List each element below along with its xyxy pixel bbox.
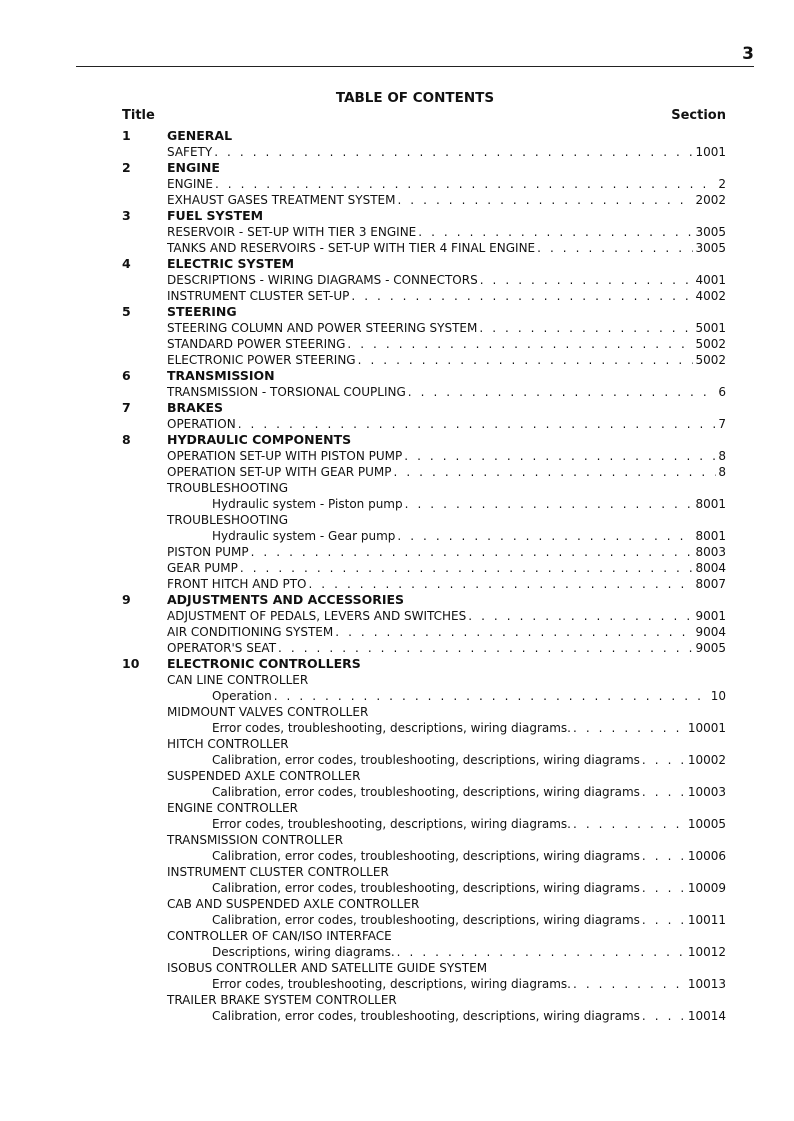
entry-section-number: 10001 [687, 721, 726, 735]
dot-leader [347, 336, 693, 352]
toc-entry[interactable] [0, 384, 794, 400]
entry-line [167, 416, 726, 432]
toc-subheading [0, 800, 794, 816]
entry-label: Calibration, error codes, troubleshooting, descriptions, wiring diagrams [212, 849, 640, 863]
entry-line [212, 496, 726, 512]
entry-line [167, 224, 726, 240]
chapter-name: BRAKES [167, 400, 224, 415]
toc-entry[interactable] [0, 288, 794, 304]
toc-subentry[interactable] [0, 496, 794, 512]
entry-line [167, 448, 726, 464]
entry-line [167, 608, 726, 624]
chapter-number: 10 [122, 656, 140, 671]
entry-label: OPERATOR'S SEAT [167, 641, 277, 655]
entry-label: DESCRIPTIONS - WIRING DIAGRAMS - CONNECTORS [167, 273, 478, 287]
dot-leader [308, 576, 693, 592]
entry-label: SAFETY [167, 145, 213, 159]
entry-line [167, 240, 726, 256]
entry-line [212, 976, 726, 992]
entry-section-number: 8001 [695, 529, 726, 543]
entry-section-number: 10011 [687, 913, 726, 927]
entry-label: OPERATION SET-UP WITH GEAR PUMP [167, 465, 392, 479]
toc-entry[interactable] [0, 448, 794, 464]
entry-label: STEERING COLUMN AND POWER STEERING SYSTEM [167, 321, 478, 335]
entry-label: Error codes, troubleshooting, descriptions, wiring diagrams. [212, 817, 571, 831]
column-header-section: Section [671, 108, 726, 123]
subheading-label: TRAILER BRAKE SYSTEM CONTROLLER [167, 993, 397, 1007]
entry-line [212, 528, 726, 544]
entry-line [212, 944, 726, 960]
dot-leader [335, 624, 693, 640]
entry-line [167, 176, 726, 192]
chapter-name: TRANSMISSION [167, 368, 275, 383]
dot-leader [397, 528, 693, 544]
toc-subheading [0, 768, 794, 784]
toc-entry[interactable] [0, 608, 794, 624]
entry-section-number: 8004 [695, 561, 726, 575]
entry-line [167, 640, 726, 656]
toc-chapter [0, 256, 794, 272]
dot-leader [405, 496, 694, 512]
entry-line [167, 192, 726, 208]
subheading-label: HITCH CONTROLLER [167, 737, 289, 751]
dot-leader [573, 976, 686, 992]
chapter-name: GENERAL [167, 128, 233, 143]
column-header-title: Title [122, 108, 155, 123]
toc-chapter [0, 128, 794, 144]
chapter-name: ELECTRIC SYSTEM [167, 256, 295, 271]
subheading-label: SUSPENDED AXLE CONTROLLER [167, 769, 361, 783]
entry-line [212, 688, 726, 704]
entry-section-number: 3005 [695, 241, 726, 255]
toc-entry[interactable] [0, 192, 794, 208]
chapter-number: 1 [122, 128, 131, 143]
entry-section-number: 8001 [695, 497, 726, 511]
chapter-name: ELECTRONIC CONTROLLERS [167, 656, 361, 671]
toc-entry[interactable] [0, 544, 794, 560]
toc-subentry[interactable] [0, 752, 794, 768]
entry-section-number: 7 [718, 417, 726, 431]
chapter-number: 4 [122, 256, 131, 271]
entry-line [212, 848, 726, 864]
subheading-label: INSTRUMENT CLUSTER CONTROLLER [167, 865, 389, 879]
entry-line [167, 624, 726, 640]
entry-section-number: 10012 [687, 945, 726, 959]
chapter-name: STEERING [167, 304, 237, 319]
chapter-name: HYDRAULIC COMPONENTS [167, 432, 352, 447]
toc-subentry[interactable] [0, 688, 794, 704]
toc-subentry[interactable] [0, 848, 794, 864]
dot-leader [358, 352, 694, 368]
dot-leader [394, 464, 717, 480]
entry-label: Error codes, troubleshooting, descriptions, wiring diagrams. [212, 977, 571, 991]
entry-section-number: 4002 [695, 289, 726, 303]
toc-subentry[interactable] [0, 784, 794, 800]
toc-subentry[interactable] [0, 912, 794, 928]
entry-label: Calibration, error codes, troubleshooting, descriptions, wiring diagrams [212, 1009, 640, 1023]
entry-label: Calibration, error codes, troubleshooting, descriptions, wiring diagrams [212, 753, 640, 767]
chapter-name: ADJUSTMENTS AND ACCESSORIES [167, 592, 405, 607]
toc-entry[interactable] [0, 352, 794, 368]
entry-label: TRANSMISSION - TORSIONAL COUPLING [167, 385, 406, 399]
dot-leader [351, 288, 693, 304]
entry-label: OPERATION SET-UP WITH PISTON PUMP [167, 449, 403, 463]
toc-entry[interactable] [0, 176, 794, 192]
subheading-label: TROUBLESHOOTING [167, 513, 289, 527]
entry-section-number: 9001 [695, 609, 726, 623]
toc-subheading [0, 896, 794, 912]
toc-entry[interactable] [0, 224, 794, 240]
toc-subheading [0, 992, 794, 1008]
entry-line [212, 816, 726, 832]
entry-line [167, 272, 726, 288]
entry-label: Error codes, troubleshooting, descriptions, wiring diagrams. [212, 721, 571, 735]
entry-section-number: 10006 [687, 849, 726, 863]
entry-label: Descriptions, wiring diagrams. [212, 945, 395, 959]
entry-section-number: 10009 [687, 881, 726, 895]
toc-entry[interactable] [0, 240, 794, 256]
entry-label: Calibration, error codes, troubleshooting, descriptions, wiring diagrams [212, 785, 640, 799]
entry-section-number: 8003 [695, 545, 726, 559]
entry-label: ELECTRONIC POWER STEERING [167, 353, 356, 367]
entry-line [167, 576, 726, 592]
entry-line [167, 352, 726, 368]
subheading-label: CONTROLLER OF CAN/ISO INTERFACE [167, 929, 392, 943]
subheading-label: TRANSMISSION CONTROLLER [167, 833, 344, 847]
toc-subheading [0, 736, 794, 752]
toc-chapter [0, 160, 794, 176]
dot-leader [573, 720, 686, 736]
dot-leader [642, 880, 686, 896]
toc-chapter [0, 208, 794, 224]
toc-subentry[interactable] [0, 528, 794, 544]
toc-subheading [0, 832, 794, 848]
dot-leader [642, 752, 686, 768]
entry-section-number: 8 [718, 449, 726, 463]
toc-entry[interactable] [0, 560, 794, 576]
entry-label: EXHAUST GASES TREATMENT SYSTEM [167, 193, 396, 207]
chapter-number: 5 [122, 304, 131, 319]
subheading-label: CAB AND SUSPENDED AXLE CONTROLLER [167, 897, 420, 911]
entry-label: ADJUSTMENT OF PEDALS, LEVERS AND SWITCHES [167, 609, 467, 623]
toc-chapter [0, 400, 794, 416]
toc-subentry[interactable] [0, 880, 794, 896]
toc-subheading [0, 672, 794, 688]
dot-leader [251, 544, 694, 560]
toc-chapter [0, 656, 794, 672]
entry-section-number: 10005 [687, 817, 726, 831]
toc-entry[interactable] [0, 320, 794, 336]
entry-section-number: 5002 [695, 353, 726, 367]
entry-line [167, 464, 726, 480]
toc-subheading [0, 704, 794, 720]
dot-leader [404, 448, 716, 464]
dot-leader [215, 176, 716, 192]
entry-line [167, 544, 726, 560]
dot-leader [642, 912, 686, 928]
subheading-label: CAN LINE CONTROLLER [167, 673, 309, 687]
toc-subentry[interactable] [0, 944, 794, 960]
dot-leader [278, 640, 693, 656]
dot-leader [642, 848, 686, 864]
entry-label: Calibration, error codes, troubleshooting, descriptions, wiring diagrams [212, 881, 640, 895]
dot-leader [408, 384, 717, 400]
toc-subheading [0, 928, 794, 944]
header-rule [76, 66, 754, 67]
toc-chapter [0, 592, 794, 608]
toc-entry[interactable] [0, 624, 794, 640]
entry-line [212, 912, 726, 928]
dot-leader [642, 1008, 686, 1024]
entry-label: Operation [212, 689, 272, 703]
entry-line [167, 288, 726, 304]
entry-section-number: 9005 [695, 641, 726, 655]
dot-leader [537, 240, 693, 256]
chapter-number: 2 [122, 160, 131, 175]
toc-entry[interactable] [0, 272, 794, 288]
toc-subheading [0, 960, 794, 976]
entry-section-number: 1001 [695, 145, 726, 159]
dot-leader [480, 272, 694, 288]
entry-line [167, 336, 726, 352]
entry-label: STANDARD POWER STEERING [167, 337, 346, 351]
dot-leader [274, 688, 709, 704]
entry-label: Hydraulic system - Gear pump [212, 529, 396, 543]
dot-leader [397, 944, 686, 960]
entry-line [167, 384, 726, 400]
toc-entry[interactable] [0, 336, 794, 352]
entry-line [167, 560, 726, 576]
toc-subentry[interactable] [0, 1008, 794, 1024]
subheading-label: ENGINE CONTROLLER [167, 801, 298, 815]
toc-chapter [0, 432, 794, 448]
entry-line [212, 1008, 726, 1024]
toc-chapter [0, 368, 794, 384]
entry-section-number: 5002 [695, 337, 726, 351]
entry-line [167, 320, 726, 336]
entry-label: ENGINE [167, 177, 213, 191]
toc-chapter [0, 304, 794, 320]
subheading-label: ISOBUS CONTROLLER AND SATELLITE GUIDE SYSTEM [167, 961, 488, 975]
chapter-name: ENGINE [167, 160, 220, 175]
toc-entry[interactable] [0, 576, 794, 592]
entry-section-number: 10014 [687, 1009, 726, 1023]
toc-subentry[interactable] [0, 976, 794, 992]
entry-label: OPERATION [167, 417, 236, 431]
dot-leader [238, 416, 717, 432]
page-number: 3 [742, 44, 754, 64]
entry-label: Hydraulic system - Piston pump [212, 497, 403, 511]
entry-section-number: 10 [710, 689, 726, 703]
chapter-number: 7 [122, 400, 131, 415]
toc-entry[interactable] [0, 144, 794, 160]
entry-label: AIR CONDITIONING SYSTEM [167, 625, 334, 639]
toc-subheading [0, 512, 794, 528]
subheading-label: TROUBLESHOOTING [167, 481, 289, 495]
toc-subheading [0, 864, 794, 880]
entry-section-number: 8007 [695, 577, 726, 591]
entry-section-number: 4001 [695, 273, 726, 287]
toc-subentry[interactable] [0, 720, 794, 736]
entry-label: FRONT HITCH AND PTO [167, 577, 307, 591]
chapter-name: FUEL SYSTEM [167, 208, 264, 223]
entry-section-number: 3005 [695, 225, 726, 239]
entry-label: RESERVOIR - SET-UP WITH TIER 3 ENGINE [167, 225, 417, 239]
entry-section-number: 6 [718, 385, 726, 399]
dot-leader [479, 320, 693, 336]
chapter-number: 6 [122, 368, 131, 383]
page-title: TABLE OF CONTENTS [335, 90, 495, 106]
dot-leader [573, 816, 686, 832]
toc-entry[interactable] [0, 464, 794, 480]
entry-line [212, 880, 726, 896]
entry-line [212, 720, 726, 736]
subheading-label: MIDMOUNT VALVES CONTROLLER [167, 705, 369, 719]
dot-leader [418, 224, 693, 240]
entry-label: TANKS AND RESERVOIRS - SET-UP WITH TIER 4 FINAL ENGINE [167, 241, 536, 255]
dot-leader [397, 192, 693, 208]
entry-section-number: 2002 [695, 193, 726, 207]
entry-line [212, 784, 726, 800]
toc-subentry[interactable] [0, 816, 794, 832]
chapter-number: 8 [122, 432, 131, 447]
entry-label: GEAR PUMP [167, 561, 238, 575]
toc-subheading [0, 480, 794, 496]
dot-leader [642, 784, 686, 800]
entry-line [167, 144, 726, 160]
entry-label: PISTON PUMP [167, 545, 249, 559]
entry-section-number: 9004 [695, 625, 726, 639]
table-of-contents [0, 128, 794, 1024]
chapter-number: 3 [122, 208, 131, 223]
entry-section-number: 10002 [687, 753, 726, 767]
toc-entry[interactable] [0, 640, 794, 656]
entry-line [212, 752, 726, 768]
dot-leader [240, 560, 694, 576]
dot-leader [214, 144, 693, 160]
entry-section-number: 2 [718, 177, 726, 191]
entry-label: INSTRUMENT CLUSTER SET-UP [167, 289, 350, 303]
entry-section-number: 5001 [695, 321, 726, 335]
entry-section-number: 8 [718, 465, 726, 479]
entry-section-number: 10013 [687, 977, 726, 991]
toc-entry[interactable] [0, 416, 794, 432]
chapter-number: 9 [122, 592, 131, 607]
entry-section-number: 10003 [687, 785, 726, 799]
dot-leader [468, 608, 693, 624]
entry-label: Calibration, error codes, troubleshooting, descriptions, wiring diagrams [212, 913, 640, 927]
